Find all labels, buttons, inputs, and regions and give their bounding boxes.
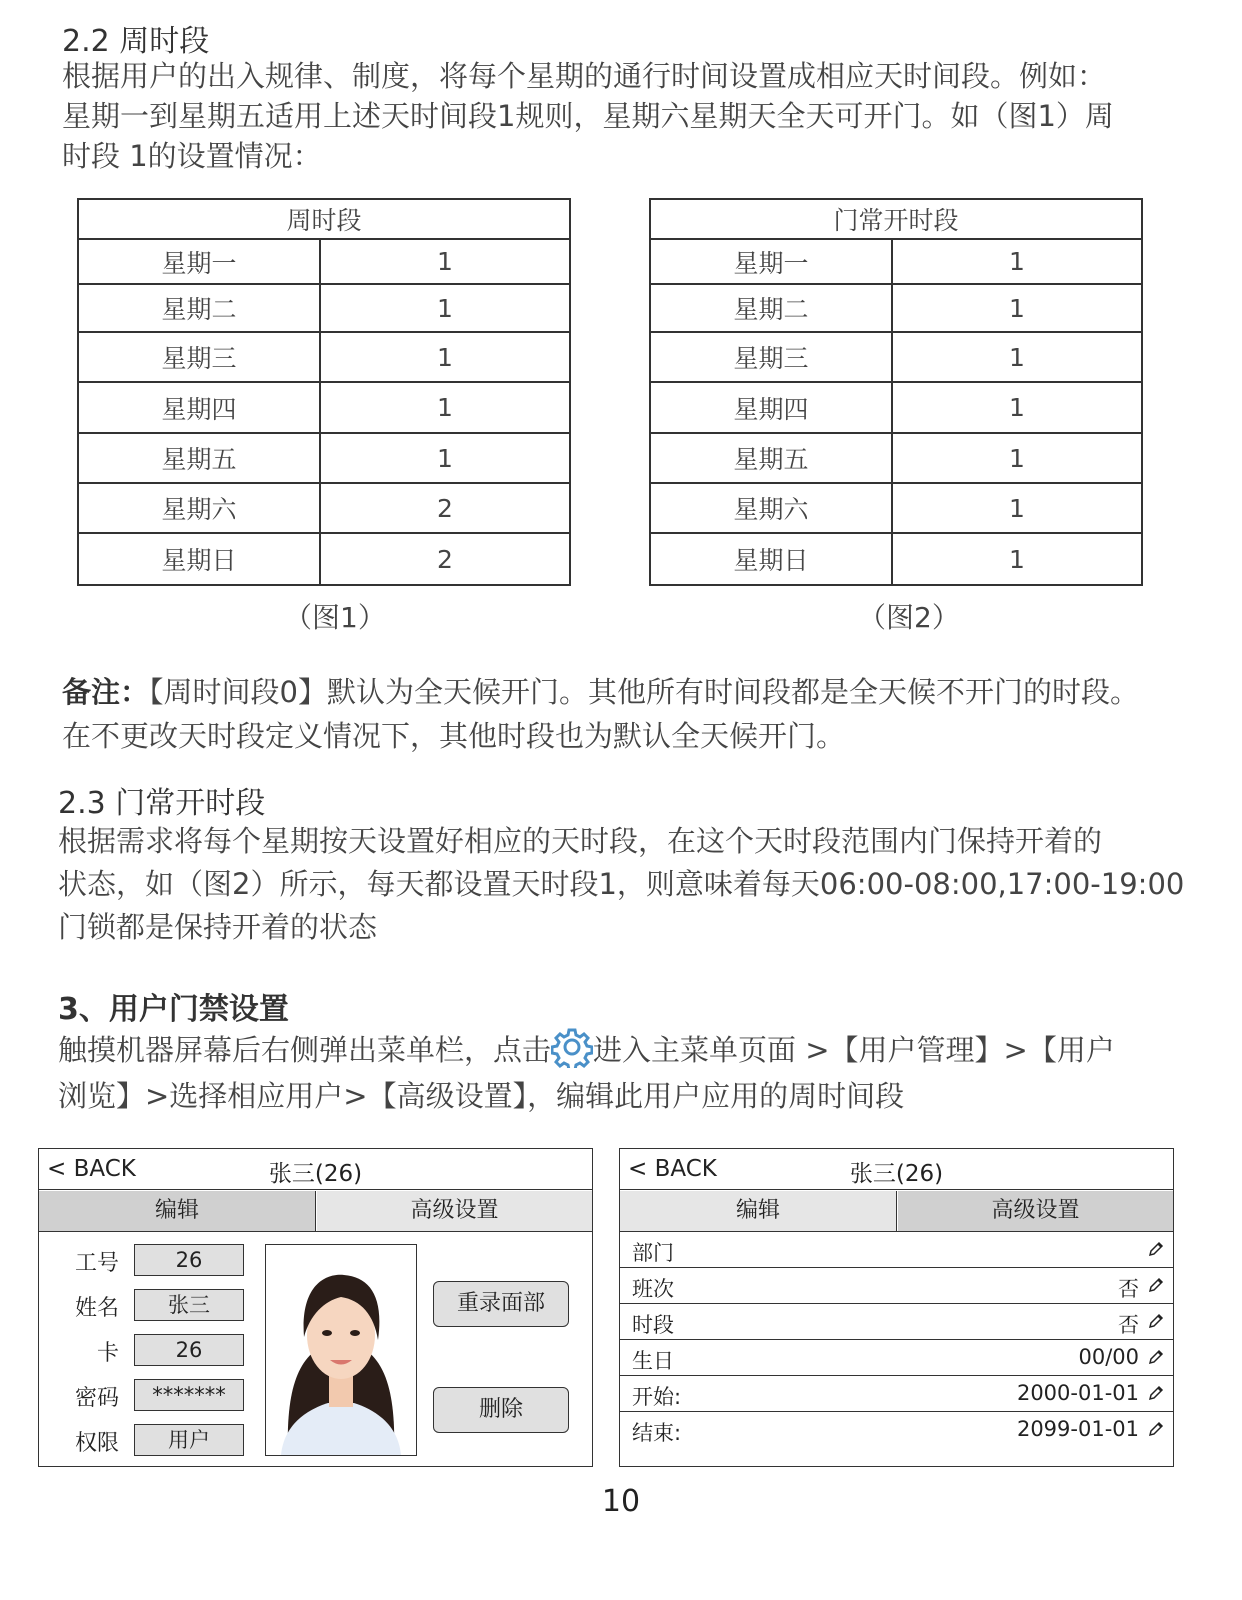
- section-23-heading: 2.3 门常开时段: [58, 786, 266, 821]
- section-22-line: 时段 1的设置情况：: [62, 139, 322, 173]
- table-cell-day: 星期二: [78, 284, 320, 332]
- note-label: 备注：: [62, 675, 150, 709]
- back-button[interactable]: < BACK: [628, 1156, 717, 1182]
- tab-advanced[interactable]: 高级设置: [317, 1191, 592, 1231]
- tab-advanced[interactable]: 高级设置: [898, 1191, 1173, 1231]
- setting-value: 00/00: [1078, 1345, 1139, 1369]
- table-cell-day: 星期六: [78, 483, 320, 533]
- table-cell-day: 星期六: [650, 483, 892, 533]
- table-cell-day: 星期日: [78, 533, 320, 585]
- week-period-table: [77, 198, 571, 586]
- user-title: 张三(26): [268, 1161, 363, 1187]
- table-title: 周时段: [78, 199, 570, 239]
- section-23-line: 根据需求将每个星期按天设置好相应的天时段，在这个天时段范围内门保持开着的: [58, 824, 1103, 858]
- setting-label: 时段: [632, 1313, 674, 1337]
- permission-field[interactable]: 用户: [134, 1424, 244, 1456]
- setting-label: 班次: [632, 1277, 674, 1301]
- table-cell-value: 2: [320, 533, 570, 585]
- table-cell-value: 1: [892, 433, 1142, 483]
- table-cell-day: 星期一: [78, 239, 320, 284]
- back-button[interactable]: < BACK: [47, 1156, 136, 1182]
- table-cell-day: 星期五: [78, 433, 320, 483]
- table-cell-value: 1: [320, 284, 570, 332]
- section-22-line: 根据用户的出入规律、制度，将每个星期的通行时间设置成相应天时间段。例如：: [62, 59, 1107, 93]
- delete-button[interactable]: 删除: [433, 1387, 569, 1433]
- pencil-icon[interactable]: [1147, 1347, 1165, 1371]
- setting-value: 否: [1118, 1277, 1139, 1301]
- pencil-icon[interactable]: [1147, 1239, 1165, 1263]
- setting-row-department[interactable]: [620, 1233, 1173, 1268]
- table-cell-value: 1: [892, 332, 1142, 382]
- password-field[interactable]: *******: [134, 1379, 244, 1411]
- section-23-line: 门锁都是保持开着的状态: [58, 910, 378, 944]
- table-cell-value: 1: [892, 239, 1142, 284]
- user-title: 张三(26): [849, 1161, 944, 1187]
- section-3-heading: 3、用户门禁设置: [58, 992, 289, 1027]
- figure-2-caption: （图2）: [858, 601, 960, 634]
- name-field[interactable]: 张三: [134, 1289, 244, 1321]
- face-photo: [265, 1244, 417, 1456]
- table-cell-day: 星期五: [650, 433, 892, 483]
- table-cell-day: 星期二: [650, 284, 892, 332]
- table-cell-day: 星期一: [650, 239, 892, 284]
- pencil-icon[interactable]: [1147, 1275, 1165, 1299]
- employee-id-field[interactable]: 26: [134, 1244, 244, 1276]
- title-bar: [39, 1149, 592, 1190]
- setting-value: 2000-01-01: [1016, 1381, 1139, 1405]
- pencil-icon[interactable]: [1147, 1419, 1165, 1443]
- table-cell-value: 1: [892, 382, 1142, 433]
- section-22-text: [62, 56, 1222, 176]
- setting-label: 生日: [632, 1349, 674, 1373]
- tab-edit[interactable]: 编辑: [620, 1191, 897, 1231]
- table-cell-day: 星期三: [78, 332, 320, 382]
- table-title: 门常开时段: [650, 199, 1142, 239]
- field-label: 工号: [74, 1251, 119, 1276]
- table-cell-value: 1: [892, 284, 1142, 332]
- note-block: [62, 672, 1232, 756]
- gear-icon: [551, 1026, 593, 1068]
- note-line-1: 【周时间段0】默认为全天候开门。其他所有时间段都是全天候不开门的时段。: [149, 675, 1139, 709]
- re-enroll-face-button[interactable]: 重录面部: [433, 1281, 569, 1327]
- title-bar: [620, 1149, 1173, 1190]
- section-3-text: [58, 1026, 1228, 1119]
- section-23-line: 状态，如（图2）所示，每天都设置天时段1，则意味着每天06:00-08:00,17:00-19:00: [58, 867, 1185, 901]
- section-22-heading: 2.2 周时段: [62, 24, 210, 59]
- tab-edit[interactable]: 编辑: [39, 1191, 316, 1231]
- table-cell-value: 1: [320, 433, 570, 483]
- setting-row-birthday[interactable]: [620, 1341, 1173, 1376]
- table-cell-value: 1: [320, 239, 570, 284]
- field-label: 权限: [74, 1431, 119, 1456]
- table-cell-value: 1: [892, 483, 1142, 533]
- section-3-line-2: 浏览】>选择相应用户>【高级设置】，编辑此用户应用的周时间段: [58, 1079, 905, 1113]
- pencil-icon[interactable]: [1147, 1311, 1165, 1335]
- setting-row-period[interactable]: [620, 1305, 1173, 1340]
- field-label: 卡: [96, 1341, 119, 1366]
- setting-value: 2099-01-01: [1016, 1417, 1139, 1441]
- section-3-line-1b: 进入主菜单页面 >【用户管理】>【用户: [593, 1033, 1115, 1067]
- section-23-text: [58, 820, 1228, 949]
- door-open-period-table: [649, 198, 1143, 586]
- user-edit-screen: [38, 1148, 593, 1467]
- field-label: 密码: [74, 1386, 119, 1411]
- setting-row-start[interactable]: [620, 1377, 1173, 1412]
- table-cell-day: 星期四: [650, 382, 892, 433]
- user-advanced-screen: [619, 1148, 1174, 1467]
- field-label: 姓名: [74, 1296, 119, 1321]
- table-cell-value: 1: [892, 533, 1142, 585]
- table-cell-value: 2: [320, 483, 570, 533]
- table-cell-value: 1: [320, 382, 570, 433]
- table-cell-day: 星期四: [78, 382, 320, 433]
- section-3-line-1a: 触摸机器屏幕后右侧弹出菜单栏，点击: [58, 1033, 552, 1067]
- table-cell-day: 星期三: [650, 332, 892, 382]
- setting-row-end[interactable]: [620, 1413, 1173, 1447]
- figure-1-caption: （图1）: [284, 601, 386, 634]
- setting-label: 开始:: [632, 1385, 682, 1409]
- card-field[interactable]: 26: [134, 1334, 244, 1366]
- section-22-line: 星期一到星期五适用上述天时间段1规则，星期六星期天全天可开门。如（图1）周: [62, 99, 1114, 133]
- table-cell-day: 星期日: [650, 533, 892, 585]
- tab-bar: [620, 1191, 1173, 1232]
- setting-value: 否: [1118, 1313, 1139, 1337]
- setting-row-shift[interactable]: [620, 1269, 1173, 1304]
- pencil-icon[interactable]: [1147, 1383, 1165, 1407]
- setting-label: 结束:: [632, 1421, 682, 1445]
- note-line-2: 在不更改天时段定义情况下，其他时段也为默认全天候开门。: [62, 719, 846, 753]
- page-number: 10: [601, 1484, 641, 1519]
- setting-label: 部门: [632, 1241, 674, 1265]
- tab-bar: [39, 1191, 592, 1232]
- table-cell-value: 1: [320, 332, 570, 382]
